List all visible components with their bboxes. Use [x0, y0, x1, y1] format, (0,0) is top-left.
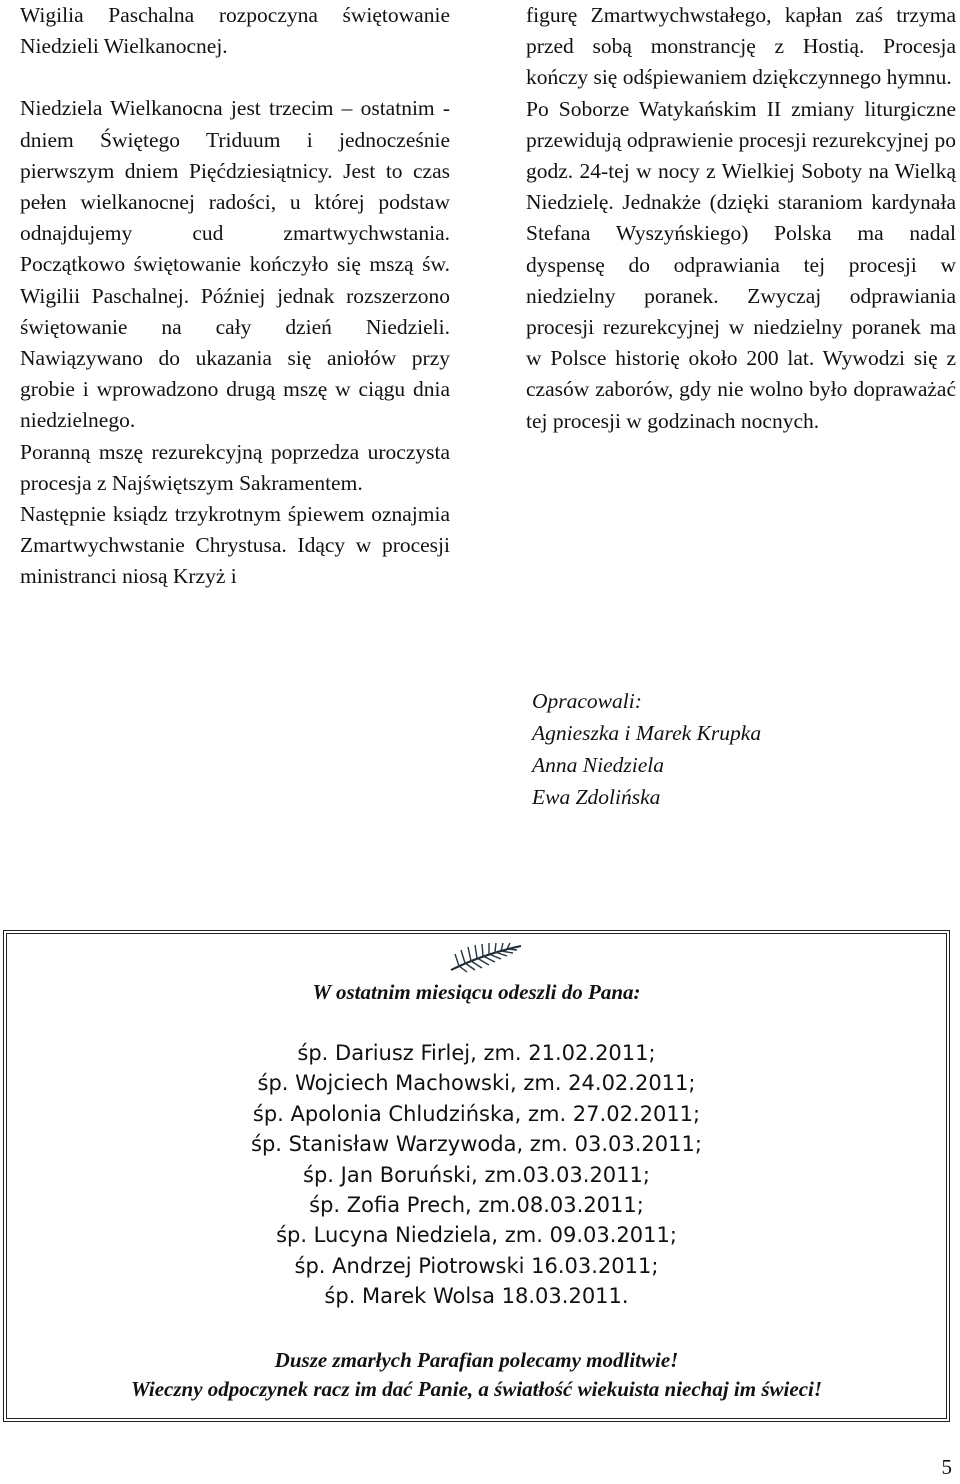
deceased-entry: śp. Wojciech Machowski, zm. 24.02.2011;: [257, 1071, 696, 1096]
paragraph: figurę Zmartwychwstałego, kapłan zaś trzyma przed sobą monstrancję z Hostią. Procesja kończy się odśpiewaniem dziękczynnego hymnu.: [526, 3, 956, 90]
paragraph: Wigilia Paschalna rozpoczyna świętowanie Niedzieli Wielkanocnej.: [20, 3, 450, 59]
closing-line: Wieczny odpoczynek racz im dać Panie, a światłość wiekuista niechaj im świeci!: [130, 1377, 823, 1401]
closing-line: Dusze zmarłych Parafian polecamy modlitwie!: [274, 1348, 679, 1372]
author-name: Agnieszka i Marek Krupka: [532, 721, 762, 745]
memorial-box: [3, 930, 950, 1422]
credits: [532, 685, 761, 813]
deceased-entry: śp. Lucyna Niedziela, zm. 09.03.2011;: [276, 1223, 677, 1248]
memorial-heading: W ostatnim miesiącu odeszli do Pana:: [312, 980, 641, 1004]
deceased-entry: śp. Andrzej Piotrowski 16.03.2011;: [294, 1253, 659, 1278]
deceased-entry: śp. Zofia Prech, zm.08.03.2011;: [309, 1193, 644, 1218]
author-name: Ewa Zdolińska: [532, 785, 661, 809]
deceased-entry: śp. Dariusz Firlej, zm. 21.02.2011;: [297, 1041, 656, 1065]
left-column: [20, 0, 450, 593]
closing-prayer: [7, 1346, 946, 1404]
paragraph: Niedziela Wielkanocna jest trzecim – ostatnim - dniem Świętego Triduum i jednocześnie pierwszym dniem Pięćdziesiątnicy. Jest to czas pełen wielkanocnej radości, u której podstaw odnajdujemy cud zmartwychwstania. Początkowo świętowanie kończyło się mszą św. Wigilii Paschalnej. Później jednak rozszerzono świętowanie na cały dzień Niedzieli. Nawiązywano do ukazania się aniołów przy grobie i wprowadzono drugą mszę w ciągu dnia niedzielnego.: [20, 96, 450, 433]
paragraph-gap: [20, 62, 450, 93]
deceased-list: [7, 1038, 946, 1312]
deceased-entry: śp. Jan Boruński, zm.03.03.2011;: [303, 1162, 650, 1187]
right-column: [526, 0, 956, 437]
author-name: Anna Niedziela: [532, 753, 664, 777]
paragraph: Po Soborze Watykańskim II zmiany liturgiczne przewidują odprawienie procesji rezurekcyjnej po godz. 24-tej w nocy z Wielkiej Soboty na Wielką Niedzielę. Jednakże (dzięki staraniom kardynała Stefana Wyszyńskiego) Polska ma nadal dyspensę do odprawiania tej procesji w niedzielny poranek. Zwyczaj odprawiania procesji rezurekcyjnej w niedzielny poranek ma w Polsce historię około 200 lat. Wywodzi się z czasów zaborów, gdy nie wolno było dopraważać tej procesji w godzinach nocnych.: [526, 96, 956, 433]
deceased-entry: śp. Marek Wolsa 18.03.2011.: [324, 1284, 629, 1309]
credits-label: Opracowali:: [532, 689, 642, 713]
feather-icon: [445, 940, 527, 976]
deceased-entry: śp. Stanisław Warzywoda, zm. 03.03.2011;: [251, 1132, 702, 1157]
deceased-entry: śp. Apolonia Chludzińska, zm. 27.02.2011;: [252, 1101, 701, 1126]
paragraph: Następnie ksiądz trzykrotnym śpiewem oznajmia Zmartwychwstanie Chrystusa. Idący w procesji ministranci niosą Krzyż i: [20, 502, 450, 589]
page-number: 5: [941, 1455, 952, 1479]
paragraph: Poranną mszę rezurekcyjną poprzedza uroczysta procesja z Najświętszym Sakramentem.: [20, 439, 450, 495]
